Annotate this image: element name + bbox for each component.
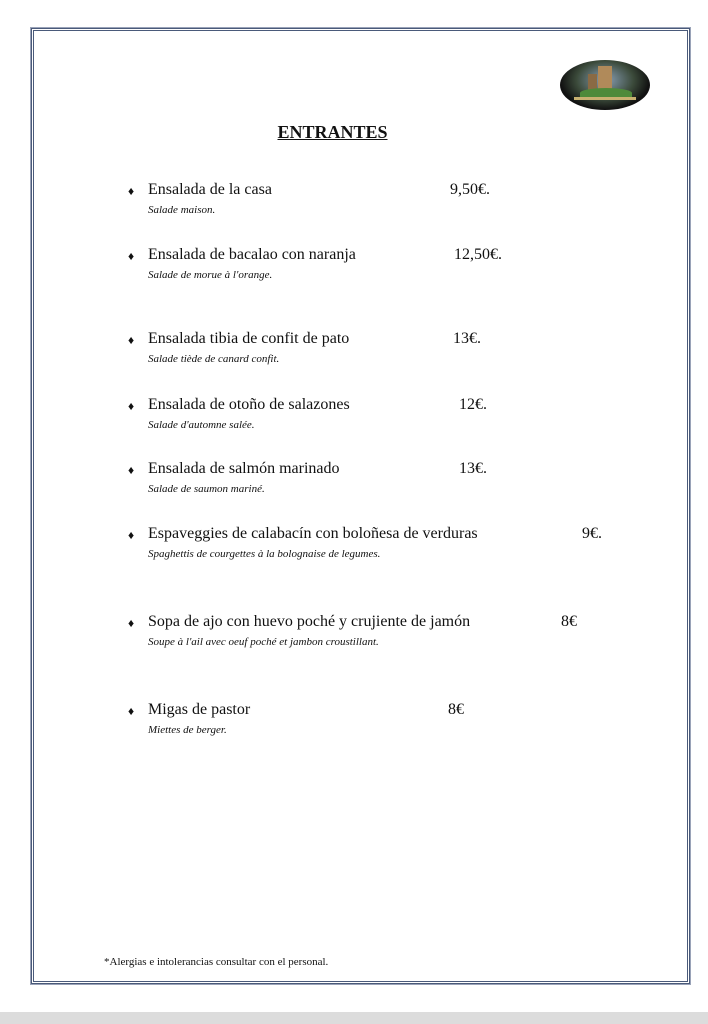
item-name: Ensalada de salmón marinado [148, 460, 340, 477]
allergy-footnote: *Alergias e intolerancias consultar con el personal. [104, 956, 329, 968]
item-translation: Salade de saumon mariné. [148, 483, 265, 495]
item-price: 12,50€. [454, 246, 502, 263]
diamond-bullet-icon: ♦ [128, 463, 135, 477]
item-name: Ensalada de bacalao con naranja [148, 246, 356, 263]
item-name: Ensalada de la casa [148, 181, 272, 198]
menu-page-border [31, 28, 690, 984]
item-price: 8€ [561, 613, 577, 630]
item-translation: Salade maison. [148, 204, 216, 216]
item-name: Espaveggies de calabacín con boloñesa de verduras [148, 525, 478, 542]
item-name: Ensalada de otoño de salazones [148, 396, 350, 413]
item-translation: Salade tiède de canard confit. [148, 353, 280, 365]
item-name: Ensalada tibia de confit de pato [148, 330, 350, 347]
diamond-bullet-icon: ♦ [128, 528, 135, 542]
item-translation: Spaghettis de courgettes à la bolognaise de legumes. [148, 548, 381, 560]
item-translation: Soupe à l'ail avec oeuf poché et jambon croustillant. [148, 636, 379, 648]
diamond-bullet-icon: ♦ [128, 704, 135, 718]
item-price: 8€ [448, 701, 464, 718]
item-name: Migas de pastor [148, 701, 251, 718]
section-title: ENTRANTES [277, 122, 388, 142]
restaurant-logo [560, 60, 650, 110]
item-price: 9,50€. [450, 181, 490, 198]
item-name: Sopa de ajo con huevo poché y crujiente de jamón [148, 613, 471, 630]
diamond-bullet-icon: ♦ [128, 333, 135, 347]
item-price: 13€. [459, 460, 487, 477]
diamond-bullet-icon: ♦ [128, 616, 135, 630]
diamond-bullet-icon: ♦ [128, 184, 135, 198]
item-price: 9€. [582, 525, 602, 542]
item-translation: Salade de morue à l'orange. [148, 269, 273, 281]
item-price: 12€. [459, 396, 487, 413]
item-translation: Miettes de berger. [148, 724, 227, 736]
diamond-bullet-icon: ♦ [128, 399, 135, 413]
viewer-bottom-bar [0, 1012, 708, 1024]
item-price: 13€. [453, 330, 481, 347]
item-translation: Salade d'automne salée. [148, 419, 255, 431]
diamond-bullet-icon: ♦ [128, 249, 135, 263]
